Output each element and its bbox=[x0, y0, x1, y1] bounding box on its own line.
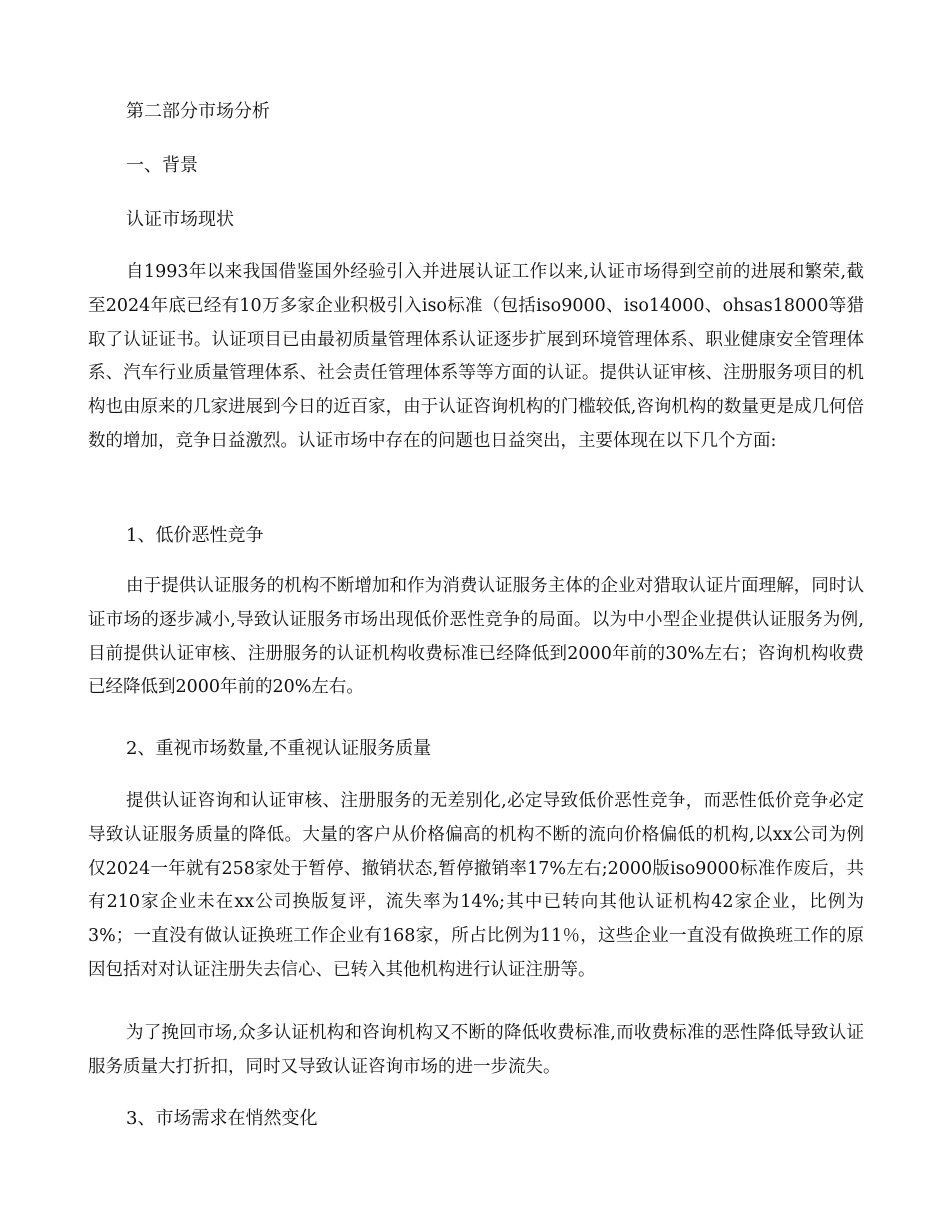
intro-paragraph: 自1993年以来我国借鉴国外经验引入并进展认证工作以来,认证市场得到空前的进展和繁荣,截至2024年底已经有10万多家企业积极引入iso标准（包括iso9000、iso14000、ohsas18000等猎取了认证证书。认证项目已由最初质量管理体系认证逐步扩展到环境管理体系、职业健康安全管理体系、汽车行业质量管理体系、社会责任管理体系等等方面的认证。提供认证审核、注册服务项目的机构也由原来的几家进展到今日的近百家，由于认证咨询机构的门槛较低,咨询机构的数量更是成几何倍数的增加，竞争日益激烈。认证市场中存在的问题也日益突出，主要体现在以下几个方面: bbox=[88, 262, 864, 451]
part-title: 第二部分市场分析 bbox=[126, 101, 270, 122]
point2-paragraph-continued: 为了挽回市场,众多认证机构和咨询机构又不断的降低收费标准,而收费标准的恶性降低导致认证服务质量大打折扣，同时又导致认证咨询市场的进一步流失。 bbox=[88, 1023, 864, 1077]
point2-paragraph: 提供认证咨询和认证审核、注册服务的无差别化,必定导致低价恶性竞争，而恶性低价竞争必定导致认证服务质量的降低。大量的客户从价格偏高的机构不断的流向价格偏低的机构,以xx公司为例仅2024一年就有258家处于暂停、撤销状态,暂停撤销率17%左右;2000版iso9000标准作废后，共有210家企业未在xx公司换版复评，流失率为14%;其中已转向其他认证机构42家企业，比例为3%；一直没有做认证换班工作企业有168家，所占比例为11％，这些企业一直没有做换班工作的原因包括对对认证注册失去信心、已转入其他机构进行认证注册等。 bbox=[88, 791, 864, 980]
point1-title: 1、低价恶性竞争 bbox=[126, 525, 264, 546]
point1-paragraph: 由于提供认证服务的机构不断增加和作为消费认证服务主体的企业对猎取认证片面理解，同时认证市场的逐步减小,导致认证服务市场出现低价恶性竞争的局面。以为中小型企业提供认证服务为例,目前提供认证审核、注册服务的认证机构收费标准已经降低到2000年前的30%左右；咨询机构收费已经降低到2000年前的20%左右。 bbox=[88, 576, 864, 698]
point3-title: 3、市场需求在悄然变化 bbox=[126, 1108, 318, 1129]
section-title: 一、背景 bbox=[126, 155, 198, 176]
point2-title: 2、重视市场数量,不重视认证服务质量 bbox=[126, 738, 432, 759]
subsection-title: 认证市场现状 bbox=[126, 209, 234, 230]
